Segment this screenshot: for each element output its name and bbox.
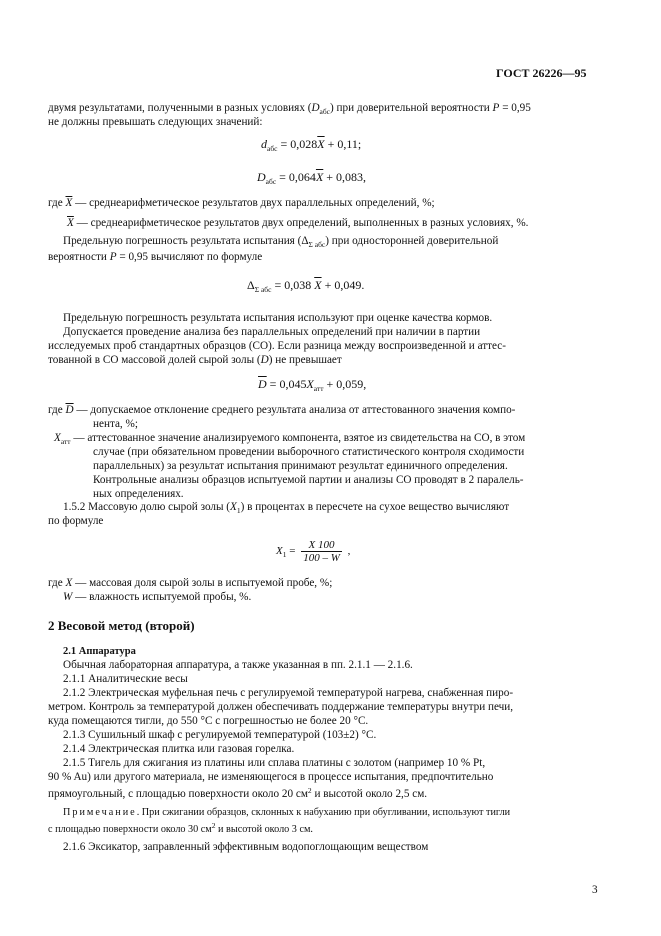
item-2-1-4: 2.1.4 Электрическая плитка или газовая горелка. (63, 743, 295, 755)
para-4-line-2: по формуле (48, 515, 104, 527)
para-1-line-2: не должны превышать следующих значений: (48, 116, 263, 128)
para-2-line-1: Предельную погрешность результата испытания $(\Delta_{\Sigma абс})$ при односторонней доверительной (63, 235, 499, 249)
definition-D-cont: нента, %; (93, 418, 138, 430)
definition-W: W — влажность испытуемой пробы, %. (63, 591, 252, 603)
definition-X-att-l2: случае (при обязательном проведении выборочного статистического контроля сходимости (93, 446, 525, 458)
definition-D: где $\overline{D}$ — допускаемое отклонение среднего результата анализа от аттестованного значения компо- (48, 404, 516, 416)
note-line-2: с площадью поверхности около 30 $см^2$ и высотой около 3 см. (48, 821, 313, 835)
item-2-1-6: 2.1.6 Эксикатор, заправленный эффективным водопоглощающим веществом (63, 841, 429, 853)
definition-X-att-l5: ных определениях. (93, 488, 184, 500)
definition-X: где X — массовая доля сырой золы в испытуемой пробе, %; (48, 577, 333, 589)
para-3-line-3: исследуемых проб стандартных образцов (СО). Если разница между воспроизведенной и аттес- (48, 340, 506, 352)
definition-x-mean: где $\overline{X}$ — среднеарифметическое результатов двух параллельных определений, %; (48, 197, 435, 209)
para-2-line-2: вероятности P = 0,95 вычисляют по формуле (48, 251, 263, 263)
definition-X-att-l3: параллельных) за результат испытания принимают результат единичного определения. (93, 460, 508, 472)
item-2-1-2-l3: куда помещаются тигли, до 550 °С с погрешностью не более 20 °С. (48, 715, 369, 727)
formula-D-att: $\overline{D} = 0,045X_{атт} + 0,059$, (258, 377, 367, 393)
fraction: $\frac{X 100}{100 - W}$ (303, 538, 340, 564)
formula-D-abs: $D_{абс} = 0,064\overline{X} + 0,083$, (257, 170, 367, 186)
para-1-line-1: двумя результатами, полученными в разных условиях $(D_{абс})$ при доверительной вероятности P = 0,95 (48, 102, 531, 116)
section-2-title: 2 Весовой метод (второй) (48, 618, 195, 633)
item-2-1-2-l2: метром. Контроль за температурой должен обеспечивать поддержание температуры внутри печи, (48, 701, 514, 713)
item-2-1-3: 2.1.3 Сушильный шкаф с регулируемой температурой (103±2) °С. (63, 729, 377, 741)
item-2-1-5-l1: 2.1.5 Тигель для сжигания из платины или сплава платины с золотом (например 10 % Pt, (63, 757, 486, 769)
subsection-2-1-heading: 2.1 Аппаратура (63, 646, 136, 657)
para-4-line-1: 1.5.2 Массовую долю сырой золы $(X_1)$ в процентах в пересчете на сухое вещество вычисляют (63, 501, 510, 515)
subsection-2-1-intro: Обычная лабораторная аппаратура, а также указанная в пп. 2.1.1 — 2.1.6. (63, 659, 413, 671)
item-2-1-1: 2.1.1 Аналитические весы (63, 673, 188, 685)
formula-d-abs: $d_{абс} = 0,028\overline{X} + 0,11$; (261, 137, 362, 153)
definition-x-mean-diff: $\overline{X}$ — среднеарифметическое результатов двух определений, выполненных в разных условиях, %. (67, 217, 529, 229)
note-line-1: Примечание. При сжигании образцов, склонных к набуханию при обугливании, используют тигли (63, 807, 511, 818)
item-2-1-5-l2: 90 % Au) или другого материала, не изменяющегося в процессе испытания, предпочтительно (48, 771, 494, 783)
para-3-line-1: Предельную погрешность результата испытания используют при оценке качества кормов. (63, 312, 493, 324)
para-3-line-2: Допускается проведение анализа без параллельных определений при наличии в партии (63, 326, 481, 338)
formula-delta-sum: $\Delta_{\Sigma абс} = 0,038$ $\overline{X} + 0,049$. (247, 278, 365, 294)
definition-X-att-l4: Контрольные анализы образцов испытуемой партии и анализы СО проводят в 2 паралель- (93, 474, 524, 486)
formula-X1: $X_1$ = $\frac{X 100}{100 - W}$ , (276, 538, 351, 564)
doc-code: ГОСТ 26226—95 (496, 66, 587, 80)
para-3-line-4: тованной в СО массовой долей сырой золы (D) не превышает (48, 354, 342, 366)
definition-X-att: $X_{атт}$ — аттестованное значение анализируемого компонента, взятое из свидетельства на СО, в этом (54, 432, 526, 446)
page-number: 3 (592, 884, 598, 896)
item-2-1-5-l3: прямоугольный, с площадью поверхности около 20 $см^2$ и высотой около 2,5 см. (48, 786, 428, 800)
item-2-1-2-l1: 2.1.2 Электрическая муфельная печь с регулируемой температурой нагрева, снабженная пиро- (63, 687, 514, 699)
